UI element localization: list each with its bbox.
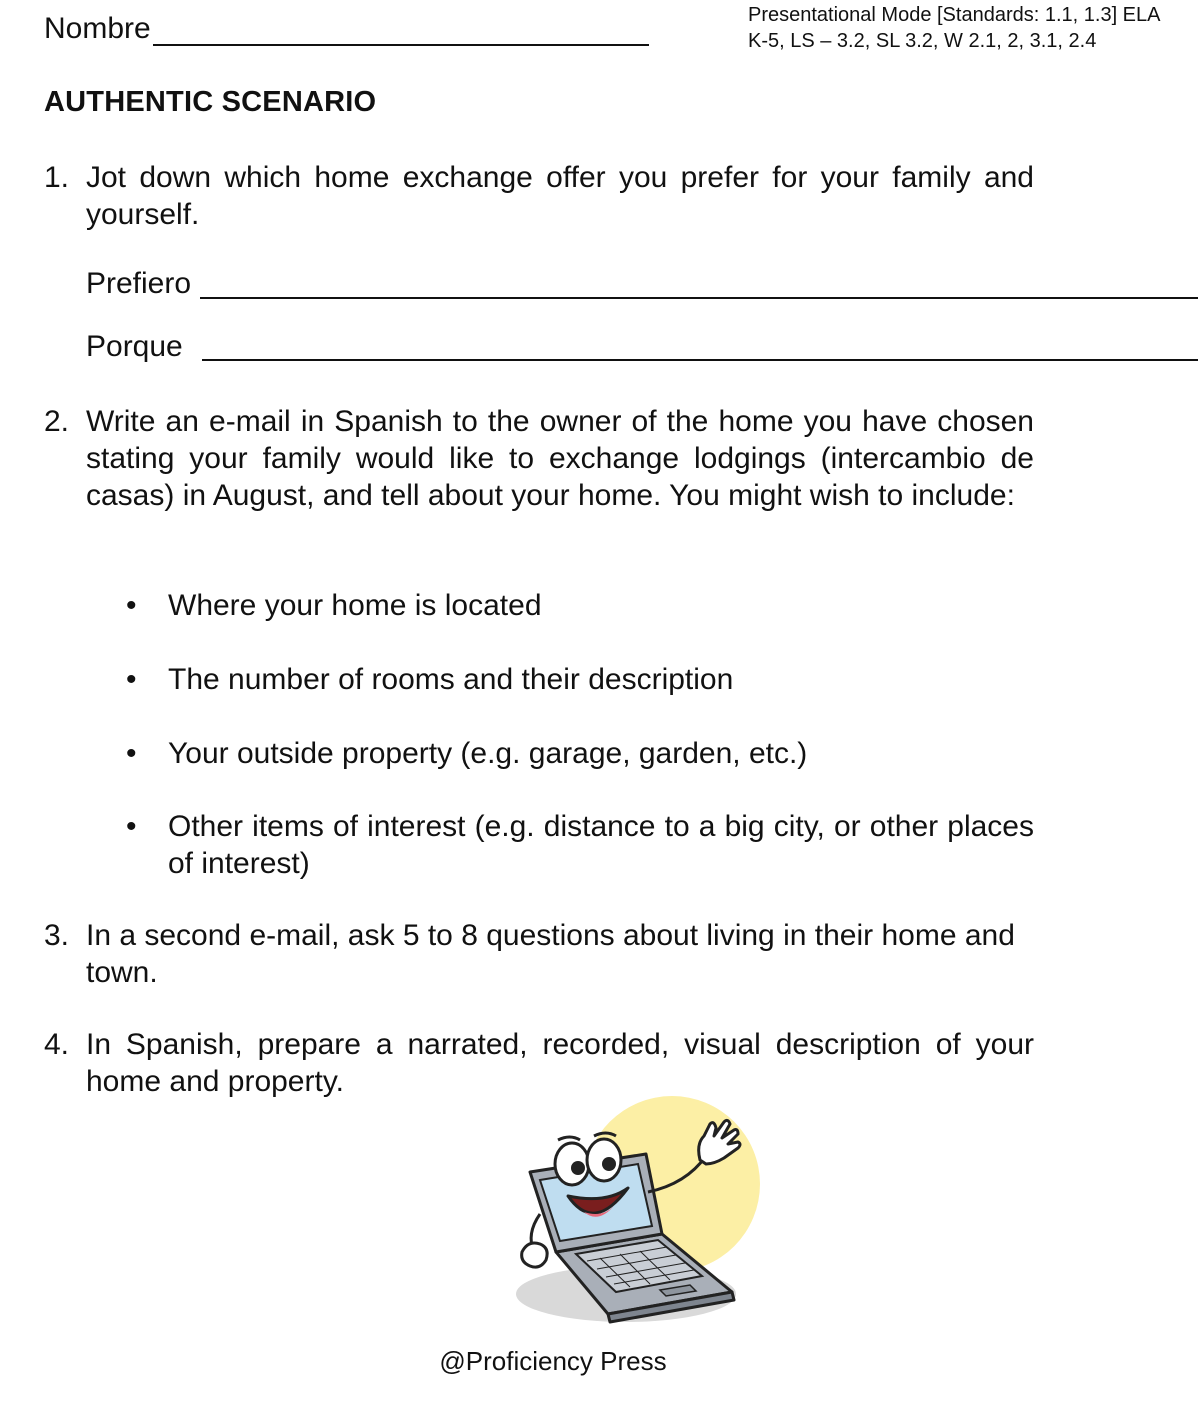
name-field[interactable]	[44, 12, 649, 46]
bullet-item	[126, 587, 1034, 624]
bullet-icon: •	[126, 589, 137, 622]
bullet-text: Where your home is located	[168, 589, 542, 622]
bullet-text: Other items of interest (e.g. distance to a big city, or other places of interest)	[168, 810, 1034, 880]
bullet-icon: •	[126, 737, 137, 770]
bullet-icon: •	[126, 663, 137, 696]
bullet-item	[126, 735, 1034, 772]
left-pupil	[571, 1161, 585, 1175]
laptop-mascot-illustration	[510, 1084, 770, 1330]
name-label: Nombre	[44, 12, 151, 45]
question-text: In Spanish, prepare a narrated, recorded, visual description of your home and property.	[86, 1028, 1034, 1098]
question-number: 1.	[44, 161, 70, 194]
copyright-footer: @Proficiency Press	[439, 1346, 667, 1376]
bullet-text: The number of rooms and their description	[168, 663, 734, 696]
prefiero-label: Prefiero	[86, 267, 192, 300]
question-number: 3.	[44, 919, 70, 952]
prefiero-answer-line[interactable]	[200, 297, 1198, 299]
question-text: In a second e-mail, ask 5 to 8 questions about living in their home and town.	[86, 919, 1015, 989]
bullet-item	[126, 661, 1034, 698]
question-number: 4.	[44, 1028, 70, 1061]
right-pupil	[602, 1157, 616, 1171]
question-number: 2.	[44, 405, 70, 438]
porque-row	[86, 330, 183, 364]
question-text: Jot down which home exchange offer you prefer for your family and yourself.	[86, 161, 1034, 231]
question-3	[44, 917, 1034, 991]
question-text: Write an e-mail in Spanish to the owner of the home you have chosen stating your family would like to exchange lodgings (intercambio de casas) in August, and tell about your home. You might wish to include:	[86, 405, 1034, 512]
left-hand-icon	[522, 1243, 547, 1267]
left-eye	[555, 1143, 589, 1185]
bullet-icon: •	[126, 810, 137, 843]
question-2	[44, 403, 1034, 514]
bullet-text: Your outside property (e.g. garage, garden, etc.)	[168, 737, 808, 770]
page-title: AUTHENTIC SCENARIO	[44, 86, 377, 118]
question-1	[44, 159, 1034, 233]
prefiero-row	[86, 267, 191, 301]
standards-note: Presentational Mode [Standards: 1.1, 1.3] ELA K-5, LS – 3.2, SL 3.2, W 2.1, 2, 3.1, 2.4	[748, 4, 1160, 52]
name-blank-line[interactable]	[153, 14, 649, 46]
porque-answer-line[interactable]	[202, 359, 1198, 361]
bullet-item	[126, 808, 1034, 882]
porque-label: Porque	[86, 330, 183, 363]
